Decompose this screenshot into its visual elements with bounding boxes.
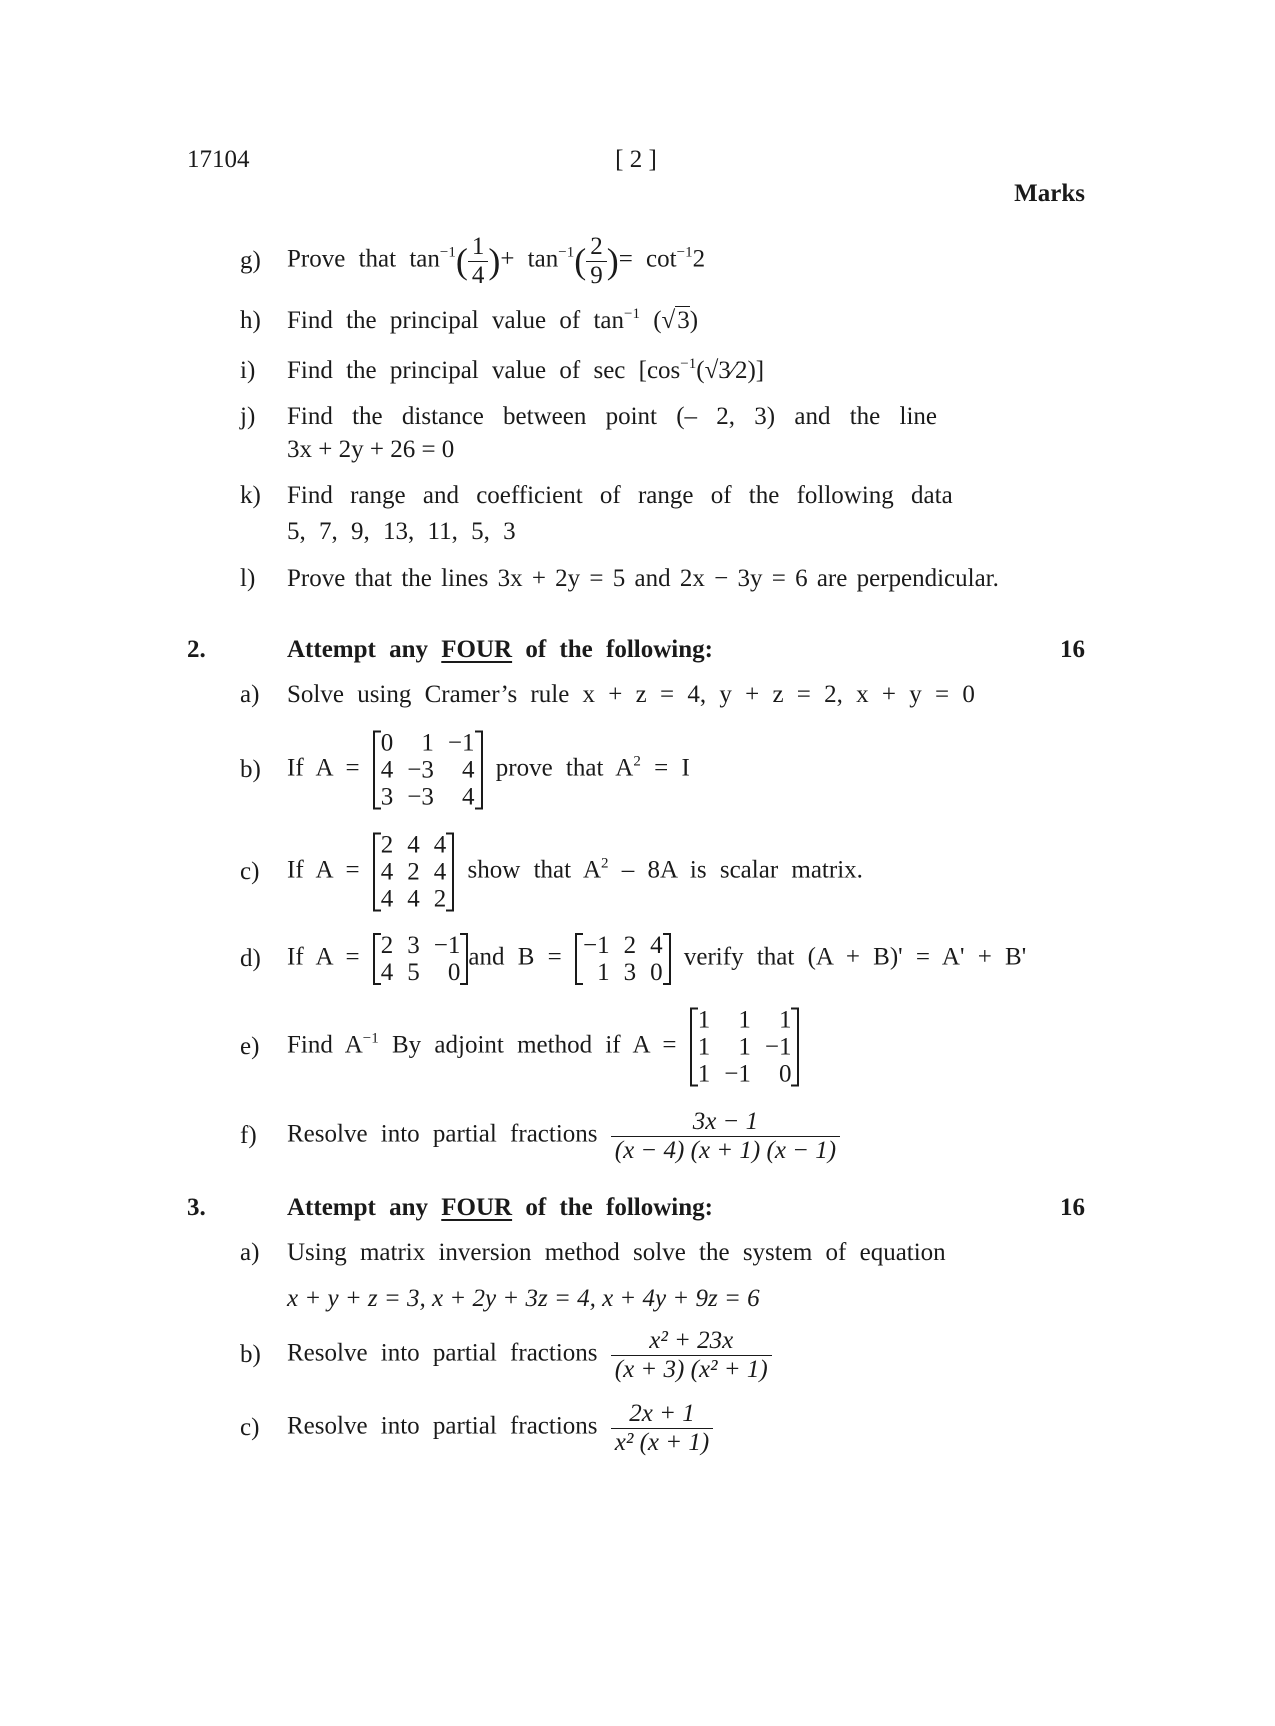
question-1k-line2: 5, 7, 9, 13, 11, 5, 3: [287, 518, 516, 545]
matrix-cell: 3: [380, 783, 394, 811]
question-2c: [287, 832, 863, 913]
matrix-cell: 0: [380, 729, 394, 757]
question-2e: [287, 1007, 799, 1088]
matrix-cell: −1: [447, 729, 475, 757]
numerator: 2x + 1: [611, 1400, 713, 1429]
text: Resolve into partial fractions: [287, 1412, 598, 1440]
matrix-cell: 4: [380, 959, 394, 986]
item-label: j): [240, 403, 256, 430]
matrix-cell: 4: [380, 858, 394, 886]
text: = cot: [618, 245, 677, 273]
matrix-cell: −3: [407, 783, 434, 811]
matrix-cell: 0: [778, 1060, 792, 1088]
question-1h: Find the principal value of $\tan^{-1} (√3)$: [287, 306, 699, 334]
question-1k-line1: Find range and coefficient of range of the following data: [287, 482, 953, 509]
matrix-cell: 1: [697, 1006, 711, 1034]
text: + tan: [500, 245, 559, 273]
matrix-cell: 1: [738, 1033, 751, 1061]
matrix-cell: 4: [462, 783, 475, 811]
item-label: e): [240, 1033, 260, 1060]
numerator: 3x − 1: [611, 1108, 840, 1137]
item-label: h): [240, 307, 261, 334]
denominator: 4: [471, 261, 485, 289]
matrix-cell: 3: [623, 959, 637, 986]
text: Find A: [287, 1031, 363, 1059]
matrix-cell: 4: [407, 885, 420, 913]
paper-code: 17104: [187, 146, 250, 173]
matrix-cell: 4: [433, 858, 447, 886]
item-label: f): [240, 1122, 257, 1149]
question-1g: Prove that $\tan^{-1}$( $\frac{1}{4}$ )+ $\tan^{-1}$( $\frac{2}{9}$ )= $\cot^{-1}2$: [287, 233, 706, 289]
question-1j-line1: Find the distance between point (– 2, 3) and the line: [287, 403, 938, 430]
sup: 2: [633, 753, 641, 770]
fraction: [611, 1327, 772, 1383]
matrix-cell: 4: [462, 756, 475, 784]
question-2a: Solve using Cramer’s rule x + z = 4, y + z = 2, x + y = 0: [287, 681, 975, 708]
matrix-cell: 4: [380, 885, 394, 913]
matrix-cell: 1: [738, 1006, 751, 1034]
item-label: i): [240, 357, 256, 384]
numerator: 1: [468, 233, 489, 262]
matrix-cell: −1: [433, 932, 461, 959]
matrix: [690, 1007, 800, 1088]
sup: −1: [439, 244, 456, 261]
matrix-cell: 4: [433, 831, 447, 859]
matrix: [373, 832, 455, 913]
denominator: (x − 4) (x + 1) (x − 1): [614, 1136, 837, 1164]
matrix-a: [373, 932, 469, 986]
text: show that A: [467, 856, 601, 884]
matrix: [373, 730, 483, 811]
text: If A =: [287, 856, 360, 884]
question-number: 2.: [187, 636, 206, 663]
denominator: (x + 3) (x² + 1): [614, 1355, 768, 1383]
text: Resolve into partial fractions: [287, 1339, 598, 1367]
matrix-cell: 2: [380, 932, 394, 959]
text: If A =: [287, 943, 360, 971]
matrix-cell: 1: [597, 959, 610, 986]
text: of the following:: [525, 636, 713, 663]
matrix-cell: 5: [407, 959, 420, 986]
matrix-cell: 1: [421, 729, 434, 757]
matrix-cell: −1: [724, 1060, 751, 1088]
matrix-cell: 4: [650, 932, 663, 959]
question-heading: [287, 1194, 713, 1222]
emphasis: FOUR: [441, 1194, 513, 1221]
item-label: c): [240, 858, 260, 885]
question-3a-line2: x + y + z = 3, x + 2y + 3z = 4, x + 4y + 9z = 6: [287, 1285, 760, 1312]
sqrt-arg: 3: [677, 307, 690, 334]
question-marks: 16: [1060, 1194, 1085, 1221]
denominator: 9: [590, 261, 603, 289]
text: (√3⁄2)]: [696, 357, 765, 384]
text: Prove that tan: [287, 245, 440, 273]
question-2d: [287, 932, 1026, 986]
text: If A =: [287, 754, 360, 782]
text: Find the principal value of tan: [287, 307, 625, 334]
item-label: d): [240, 945, 261, 972]
fraction: [586, 233, 607, 289]
sup: 2: [601, 855, 609, 872]
text: Find the principal value of sec [cos: [287, 357, 681, 384]
matrix-cell: 2: [407, 858, 420, 886]
matrix-cell: 4: [407, 831, 420, 859]
text: Resolve into partial fractions: [287, 1120, 598, 1148]
item-label: g): [240, 247, 261, 274]
matrix-cell: −3: [407, 756, 434, 784]
matrix-cell: 0: [650, 959, 663, 986]
text: Attempt any: [287, 636, 429, 663]
text: of the following:: [525, 1194, 713, 1221]
fraction: [611, 1400, 713, 1456]
fraction: [611, 1108, 840, 1164]
emphasis: FOUR: [441, 636, 513, 663]
question-number: 3.: [187, 1194, 206, 1221]
text: and B =: [468, 943, 562, 971]
text: prove that A: [495, 754, 634, 782]
item-label: l): [240, 565, 256, 592]
item-label: b): [240, 756, 261, 783]
question-1j-line2: 3x + 2y + 26 = 0: [287, 436, 455, 463]
question-heading: [287, 636, 713, 664]
sup: −1: [676, 244, 693, 261]
matrix-cell: 2: [380, 831, 394, 859]
text: – 8A is scalar matrix.: [608, 856, 863, 884]
matrix-cell: 1: [778, 1006, 792, 1034]
question-2f: [287, 1108, 840, 1164]
numerator: 2: [586, 233, 607, 262]
item-label: c): [240, 1414, 260, 1441]
numerator: x² + 23x: [611, 1327, 772, 1356]
matrix-cell: 3: [407, 932, 420, 959]
page-number: [ 2 ]: [615, 146, 657, 173]
question-3c: [287, 1400, 713, 1456]
question-3a-line1: Using matrix inversion method solve the system of equation: [287, 1239, 946, 1266]
item-label: a): [240, 1239, 260, 1266]
marks-heading: Marks: [1014, 180, 1085, 207]
matrix-cell: 2: [433, 885, 447, 913]
text: Attempt any: [287, 1194, 429, 1221]
question-2b: [287, 730, 690, 811]
text: 2: [692, 245, 706, 273]
matrix-cell: 0: [447, 959, 461, 986]
matrix-b: [575, 932, 671, 986]
question-3b: [287, 1327, 772, 1383]
sup: −1: [558, 244, 575, 261]
denominator: x² (x + 1): [614, 1428, 710, 1456]
fraction: [468, 233, 489, 289]
question-1i: [287, 357, 764, 385]
item-label: k): [240, 482, 261, 509]
sup: −1: [624, 306, 640, 322]
question-1l: Prove that the lines 3x + 2y = 5 and 2x − 3y = 6 are perpendicular.: [287, 565, 999, 592]
item-label: a): [240, 681, 260, 708]
item-label: b): [240, 1341, 261, 1368]
matrix-cell: 1: [697, 1033, 711, 1061]
sup: −1: [362, 1030, 379, 1047]
text: = I: [640, 754, 690, 782]
text: By adjoint method if A =: [392, 1031, 677, 1059]
matrix-cell: 4: [380, 756, 394, 784]
question-marks: 16: [1060, 636, 1085, 663]
matrix-cell: 2: [623, 932, 637, 959]
matrix-cell: 1: [697, 1060, 711, 1088]
matrix-cell: −1: [764, 1033, 792, 1061]
sup: −1: [680, 356, 697, 372]
text: verify that (A + B)' = A' + B': [683, 943, 1027, 971]
matrix-cell: −1: [583, 932, 610, 959]
